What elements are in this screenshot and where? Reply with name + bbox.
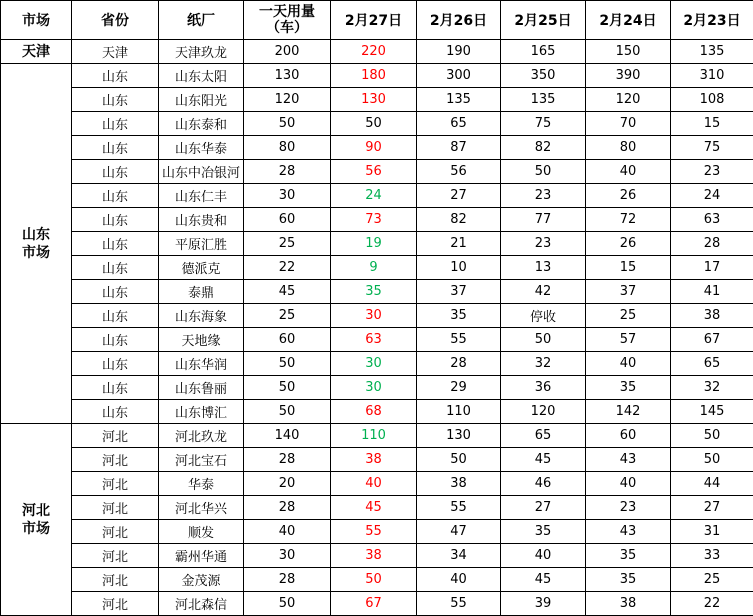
usage-cell: 50 xyxy=(244,112,331,136)
feb-25-cell: 32 xyxy=(501,352,586,376)
feb-25-cell: 36 xyxy=(501,376,586,400)
feb-24-cell: 37 xyxy=(586,280,671,304)
feb-25-cell: 50 xyxy=(501,160,586,184)
feb-23-cell: 135 xyxy=(671,40,753,64)
mill-cell: 河北华兴 xyxy=(159,496,244,520)
province-cell: 河北 xyxy=(72,520,159,544)
feb-27-cell: 73 xyxy=(331,208,417,232)
mill-cell: 山东华润 xyxy=(159,352,244,376)
feb-25-cell: 23 xyxy=(501,184,586,208)
province-cell: 山东 xyxy=(72,280,159,304)
table-row xyxy=(1,328,753,352)
feb-27-cell: 9 xyxy=(331,256,417,280)
table-row xyxy=(1,136,753,160)
feb-24-cell: 43 xyxy=(586,448,671,472)
feb-26-cell: 300 xyxy=(417,64,501,88)
feb-25-cell: 45 xyxy=(501,448,586,472)
feb-25-cell: 23 xyxy=(501,232,586,256)
table-row xyxy=(1,496,753,520)
usage-cell: 28 xyxy=(244,496,331,520)
header-daily-usage: 一天用量 （车） xyxy=(244,1,331,40)
feb-23-cell: 38 xyxy=(671,304,753,328)
usage-cell: 60 xyxy=(244,208,331,232)
feb-27-cell: 30 xyxy=(331,352,417,376)
feb-24-cell: 15 xyxy=(586,256,671,280)
feb-26-cell: 87 xyxy=(417,136,501,160)
feb-23-cell: 41 xyxy=(671,280,753,304)
province-cell: 山东 xyxy=(72,160,159,184)
feb-25-cell: 39 xyxy=(501,592,586,616)
feb-27-cell: 30 xyxy=(331,304,417,328)
feb-26-cell: 135 xyxy=(417,88,501,112)
feb-27-cell: 38 xyxy=(331,544,417,568)
feb-25-cell: 27 xyxy=(501,496,586,520)
table-row xyxy=(1,400,753,424)
table-row xyxy=(1,112,753,136)
province-cell: 山东 xyxy=(72,232,159,256)
feb-27-cell: 63 xyxy=(331,328,417,352)
usage-cell: 130 xyxy=(244,64,331,88)
province-cell: 河北 xyxy=(72,472,159,496)
mill-cell: 霸州华通 xyxy=(159,544,244,568)
feb-26-cell: 55 xyxy=(417,328,501,352)
feb-25-cell: 45 xyxy=(501,568,586,592)
province-cell: 天津 xyxy=(72,40,159,64)
feb-24-cell: 72 xyxy=(586,208,671,232)
usage-cell: 120 xyxy=(244,88,331,112)
feb-23-cell: 31 xyxy=(671,520,753,544)
feb-27-cell: 24 xyxy=(331,184,417,208)
mill-cell: 山东海象 xyxy=(159,304,244,328)
feb-27-cell: 50 xyxy=(331,112,417,136)
feb-26-cell: 29 xyxy=(417,376,501,400)
feb-25-cell: 350 xyxy=(501,64,586,88)
feb-23-cell: 145 xyxy=(671,400,753,424)
feb-23-cell: 33 xyxy=(671,544,753,568)
province-cell: 河北 xyxy=(72,424,159,448)
mill-cell: 山东阳光 xyxy=(159,88,244,112)
province-cell: 河北 xyxy=(72,544,159,568)
header-feb-26: 2月26日 xyxy=(417,1,501,40)
feb-25-cell: 50 xyxy=(501,328,586,352)
feb-23-cell: 32 xyxy=(671,376,753,400)
usage-cell: 22 xyxy=(244,256,331,280)
feb-23-cell: 65 xyxy=(671,352,753,376)
usage-cell: 30 xyxy=(244,544,331,568)
feb-24-cell: 25 xyxy=(586,304,671,328)
feb-24-cell: 40 xyxy=(586,472,671,496)
mill-cell: 山东仁丰 xyxy=(159,184,244,208)
feb-24-cell: 26 xyxy=(586,232,671,256)
usage-cell: 140 xyxy=(244,424,331,448)
feb-24-cell: 70 xyxy=(586,112,671,136)
feb-24-cell: 26 xyxy=(586,184,671,208)
usage-cell: 50 xyxy=(244,592,331,616)
feb-24-cell: 150 xyxy=(586,40,671,64)
table-row xyxy=(1,256,753,280)
feb-24-cell: 35 xyxy=(586,568,671,592)
mill-cell: 金茂源 xyxy=(159,568,244,592)
header-row xyxy=(1,1,753,40)
mill-cell: 天津玖龙 xyxy=(159,40,244,64)
feb-26-cell: 130 xyxy=(417,424,501,448)
table-row xyxy=(1,592,753,616)
feb-26-cell: 47 xyxy=(417,520,501,544)
feb-24-cell: 40 xyxy=(586,352,671,376)
feb-26-cell: 56 xyxy=(417,160,501,184)
feb-26-cell: 50 xyxy=(417,448,501,472)
mill-cell: 山东泰和 xyxy=(159,112,244,136)
feb-27-cell: 40 xyxy=(331,472,417,496)
province-cell: 河北 xyxy=(72,496,159,520)
feb-26-cell: 38 xyxy=(417,472,501,496)
province-cell: 山东 xyxy=(72,400,159,424)
feb-23-cell: 108 xyxy=(671,88,753,112)
feb-24-cell: 390 xyxy=(586,64,671,88)
mill-cell: 河北森信 xyxy=(159,592,244,616)
province-cell: 山东 xyxy=(72,184,159,208)
feb-26-cell: 55 xyxy=(417,592,501,616)
province-cell: 山东 xyxy=(72,304,159,328)
feb-25-cell: 77 xyxy=(501,208,586,232)
feb-23-cell: 23 xyxy=(671,160,753,184)
usage-cell: 25 xyxy=(244,304,331,328)
feb-23-cell: 28 xyxy=(671,232,753,256)
province-cell: 河北 xyxy=(72,568,159,592)
usage-cell: 45 xyxy=(244,280,331,304)
feb-27-cell: 67 xyxy=(331,592,417,616)
feb-23-cell: 67 xyxy=(671,328,753,352)
feb-25-cell: 165 xyxy=(501,40,586,64)
table-row xyxy=(1,448,753,472)
usage-cell: 50 xyxy=(244,400,331,424)
feb-27-cell: 55 xyxy=(331,520,417,544)
mill-cell: 德派克 xyxy=(159,256,244,280)
mill-cell: 山东中冶银河 xyxy=(159,160,244,184)
table-row xyxy=(1,352,753,376)
feb-23-cell: 50 xyxy=(671,448,753,472)
table-row xyxy=(1,424,753,448)
feb-24-cell: 80 xyxy=(586,136,671,160)
feb-25-cell: 120 xyxy=(501,400,586,424)
table-row xyxy=(1,160,753,184)
table-row xyxy=(1,544,753,568)
mill-cell: 平原汇胜 xyxy=(159,232,244,256)
feb-25-cell: 42 xyxy=(501,280,586,304)
feb-24-cell: 43 xyxy=(586,520,671,544)
feb-26-cell: 40 xyxy=(417,568,501,592)
table-body xyxy=(1,40,753,616)
feb-25-cell: 135 xyxy=(501,88,586,112)
feb-26-cell: 65 xyxy=(417,112,501,136)
province-cell: 山东 xyxy=(72,352,159,376)
feb-26-cell: 10 xyxy=(417,256,501,280)
header-market: 市场 xyxy=(1,1,72,40)
feb-23-cell: 24 xyxy=(671,184,753,208)
feb-23-cell: 27 xyxy=(671,496,753,520)
header-feb-25: 2月25日 xyxy=(501,1,586,40)
feb-27-cell: 130 xyxy=(331,88,417,112)
feb-25-cell: 35 xyxy=(501,520,586,544)
feb-23-cell: 75 xyxy=(671,136,753,160)
table-row xyxy=(1,472,753,496)
feb-25-cell: 82 xyxy=(501,136,586,160)
feb-27-cell: 56 xyxy=(331,160,417,184)
table-row xyxy=(1,280,753,304)
feb-27-cell: 90 xyxy=(331,136,417,160)
feb-26-cell: 110 xyxy=(417,400,501,424)
table-header xyxy=(1,1,753,40)
mill-cell: 河北玖龙 xyxy=(159,424,244,448)
feb-23-cell: 15 xyxy=(671,112,753,136)
table-row xyxy=(1,304,753,328)
feb-23-cell: 22 xyxy=(671,592,753,616)
market-cell: 天津 xyxy=(1,40,72,64)
feb-23-cell: 44 xyxy=(671,472,753,496)
table-row xyxy=(1,88,753,112)
province-cell: 山东 xyxy=(72,64,159,88)
header-feb-23: 2月23日 xyxy=(671,1,753,40)
market-cell: 山东 市场 xyxy=(1,64,72,424)
usage-cell: 40 xyxy=(244,520,331,544)
feb-24-cell: 142 xyxy=(586,400,671,424)
mill-cell: 山东华泰 xyxy=(159,136,244,160)
table-row xyxy=(1,232,753,256)
feb-24-cell: 38 xyxy=(586,592,671,616)
usage-cell: 50 xyxy=(244,352,331,376)
province-cell: 河北 xyxy=(72,448,159,472)
feb-27-cell: 68 xyxy=(331,400,417,424)
feb-23-cell: 310 xyxy=(671,64,753,88)
usage-cell: 28 xyxy=(244,160,331,184)
header-feb-27: 2月27日 xyxy=(331,1,417,40)
province-cell: 山东 xyxy=(72,328,159,352)
feb-27-cell: 50 xyxy=(331,568,417,592)
mill-cell: 华泰 xyxy=(159,472,244,496)
feb-27-cell: 220 xyxy=(331,40,417,64)
feb-23-cell: 25 xyxy=(671,568,753,592)
usage-cell: 28 xyxy=(244,448,331,472)
feb-24-cell: 40 xyxy=(586,160,671,184)
feb-26-cell: 28 xyxy=(417,352,501,376)
table-row xyxy=(1,184,753,208)
feb-25-cell: 65 xyxy=(501,424,586,448)
feb-24-cell: 35 xyxy=(586,376,671,400)
feb-27-cell: 19 xyxy=(331,232,417,256)
province-cell: 山东 xyxy=(72,376,159,400)
header-mill: 纸厂 xyxy=(159,1,244,40)
feb-23-cell: 63 xyxy=(671,208,753,232)
table-row xyxy=(1,520,753,544)
mill-cell: 山东博汇 xyxy=(159,400,244,424)
province-cell: 山东 xyxy=(72,112,159,136)
feb-25-cell: 40 xyxy=(501,544,586,568)
province-cell: 河北 xyxy=(72,592,159,616)
feb-25-cell: 75 xyxy=(501,112,586,136)
market-cell: 河北 市场 xyxy=(1,424,72,616)
feb-24-cell: 57 xyxy=(586,328,671,352)
feb-26-cell: 55 xyxy=(417,496,501,520)
feb-27-cell: 38 xyxy=(331,448,417,472)
usage-cell: 60 xyxy=(244,328,331,352)
usage-cell: 200 xyxy=(244,40,331,64)
usage-cell: 30 xyxy=(244,184,331,208)
usage-cell: 28 xyxy=(244,568,331,592)
usage-cell: 20 xyxy=(244,472,331,496)
header-province: 省份 xyxy=(72,1,159,40)
table-row xyxy=(1,568,753,592)
feb-27-cell: 35 xyxy=(331,280,417,304)
feb-24-cell: 35 xyxy=(586,544,671,568)
feb-27-cell: 110 xyxy=(331,424,417,448)
feb-27-cell: 45 xyxy=(331,496,417,520)
province-cell: 山东 xyxy=(72,88,159,112)
feb-27-cell: 180 xyxy=(331,64,417,88)
table-row xyxy=(1,376,753,400)
feb-26-cell: 34 xyxy=(417,544,501,568)
usage-cell: 50 xyxy=(244,376,331,400)
mill-cell: 顺发 xyxy=(159,520,244,544)
feb-26-cell: 82 xyxy=(417,208,501,232)
feb-25-cell: 13 xyxy=(501,256,586,280)
feb-24-cell: 60 xyxy=(586,424,671,448)
feb-25-cell: 停收 xyxy=(501,304,586,328)
feb-26-cell: 21 xyxy=(417,232,501,256)
feb-24-cell: 120 xyxy=(586,88,671,112)
mill-cell: 山东鲁丽 xyxy=(159,376,244,400)
mill-cell: 山东太阳 xyxy=(159,64,244,88)
usage-cell: 25 xyxy=(244,232,331,256)
province-cell: 山东 xyxy=(72,208,159,232)
feb-25-cell: 46 xyxy=(501,472,586,496)
mill-cell: 泰鼎 xyxy=(159,280,244,304)
table-row xyxy=(1,40,753,64)
feb-23-cell: 50 xyxy=(671,424,753,448)
feb-23-cell: 17 xyxy=(671,256,753,280)
feb-27-cell: 30 xyxy=(331,376,417,400)
mill-cell: 天地缘 xyxy=(159,328,244,352)
table-row xyxy=(1,64,753,88)
mill-cell: 山东贵和 xyxy=(159,208,244,232)
province-cell: 山东 xyxy=(72,136,159,160)
feb-26-cell: 37 xyxy=(417,280,501,304)
mill-cell: 河北宝石 xyxy=(159,448,244,472)
table-row xyxy=(1,208,753,232)
usage-cell: 80 xyxy=(244,136,331,160)
feb-26-cell: 35 xyxy=(417,304,501,328)
header-feb-24: 2月24日 xyxy=(586,1,671,40)
feb-26-cell: 27 xyxy=(417,184,501,208)
province-cell: 山东 xyxy=(72,256,159,280)
feb-24-cell: 23 xyxy=(586,496,671,520)
feb-26-cell: 190 xyxy=(417,40,501,64)
